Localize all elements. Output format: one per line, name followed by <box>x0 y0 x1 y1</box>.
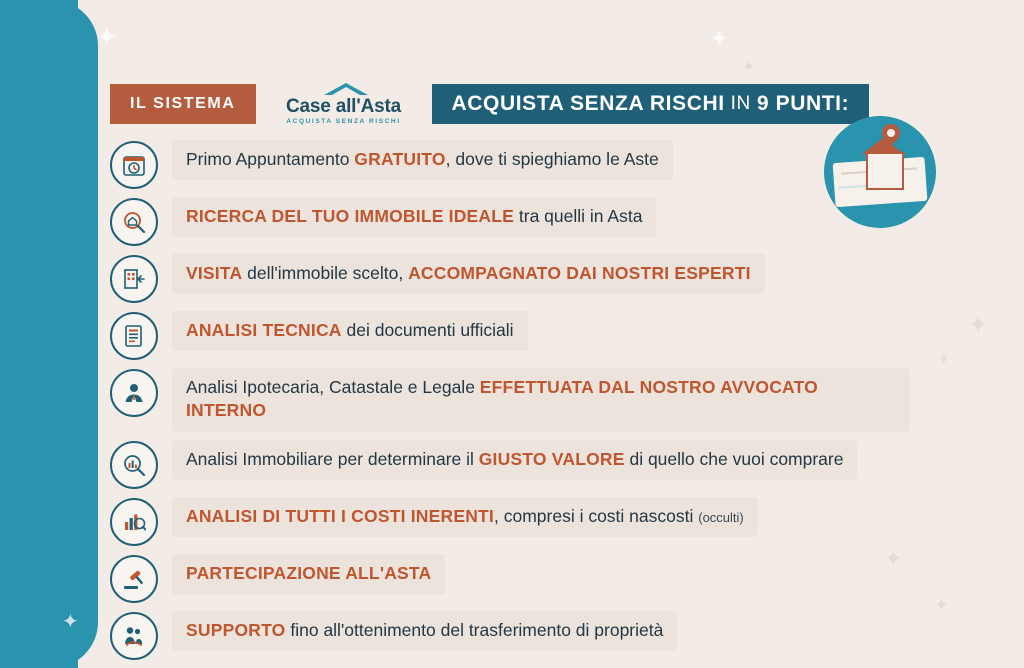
step-text-segment: , dove ti spieghiamo le Aste <box>445 149 659 169</box>
step-text <box>172 368 910 432</box>
step-text-segment: di quello che vuoi comprare <box>624 448 844 469</box>
step-text-segment: ACCOMPAGNATO DAI NOSTRI ESPERTI <box>408 263 751 283</box>
step-text-segment: tra quelli in Asta <box>514 206 643 226</box>
step-text-segment: , compresi i costi nascosti <box>494 505 699 526</box>
support-hands-icon <box>110 612 158 660</box>
brand-name: Case all'Asta <box>286 96 401 117</box>
step-text <box>172 440 857 480</box>
step-text-segment: GIUSTO VALORE <box>478 448 625 469</box>
step-text-segment: RICERCA DEL TUO IMMOBILE IDEALE <box>186 206 515 226</box>
step-row <box>110 140 910 189</box>
step-text-segment: Analisi Immobiliare per determinare il <box>186 448 479 469</box>
sparkle-icon: ✦ <box>938 351 950 367</box>
step-row <box>110 554 910 603</box>
step-text <box>172 197 656 237</box>
step-text-segment: Primo Appuntamento <box>186 149 355 169</box>
brand-tagline: ACQUISTA SENZA RISCHI <box>286 118 401 125</box>
sparkle-icon: ✦ <box>884 546 903 571</box>
step-row <box>110 440 910 489</box>
step-row <box>110 497 910 546</box>
step-text <box>172 611 677 651</box>
step-row <box>110 197 910 246</box>
step-text-segment: EFFETTUATA DAL NOSTRO AVVOCATO INTERNO <box>186 377 818 421</box>
step-text <box>172 311 528 351</box>
header-label-sistema: IL SISTEMA <box>110 84 256 124</box>
header-title-end: 9 PUNTI: <box>756 92 850 115</box>
document-analysis-icon <box>110 312 158 360</box>
sparkle-icon: ✦ <box>742 59 756 76</box>
lawyer-icon <box>110 369 158 417</box>
step-text-segment: Analisi Ipotecaria, Catastale e Legale <box>186 377 480 397</box>
building-visit-icon <box>110 255 158 303</box>
sparkle-icon: ✦ <box>968 312 989 339</box>
step-row <box>110 611 910 660</box>
sparkle-icon: ✦ <box>934 595 950 615</box>
step-text <box>172 140 673 180</box>
header-title-connector: IN <box>730 93 751 114</box>
costs-chart-icon <box>110 498 158 546</box>
step-text-segment: (occulti) <box>698 509 744 525</box>
step-text <box>172 254 765 294</box>
auction-gavel-icon <box>110 555 158 603</box>
header-title <box>432 84 870 124</box>
step-row <box>110 368 910 432</box>
step-text-segment: ANALISI TECNICA <box>186 320 342 340</box>
step-text-segment: SUPPORTO <box>186 619 286 640</box>
step-text <box>172 554 445 594</box>
step-row <box>110 311 910 360</box>
step-row <box>110 254 910 303</box>
house-roof-icon <box>324 83 364 96</box>
calendar-clock-icon <box>110 141 158 189</box>
header-title-main: ACQUISTA SENZA RISCHI <box>451 92 725 115</box>
sparkle-icon: ✦ <box>710 26 729 51</box>
step-text-segment: fino all'ottenimento del trasferimento di proprietà <box>285 619 664 640</box>
step-text-segment: VISITA <box>186 263 243 283</box>
step-text-segment: ANALISI DI TUTTI I COSTI INERENTI <box>186 505 494 526</box>
step-text <box>172 497 758 537</box>
step-text-segment: dei documenti ufficiali <box>341 320 514 340</box>
steps-list <box>110 140 910 668</box>
step-text-segment: dell'immobile scelto, <box>242 263 409 283</box>
step-text-segment: GRATUITO <box>354 149 446 169</box>
header-bar <box>110 84 869 124</box>
chart-magnifier-icon <box>110 441 158 489</box>
brand-logo <box>256 84 432 124</box>
magnifier-home-icon <box>110 198 158 246</box>
sparkle-icon: ✦ <box>96 22 118 52</box>
step-text-segment: PARTECIPAZIONE ALL'ASTA <box>186 562 432 583</box>
sparkle-icon: ✦ <box>62 611 79 633</box>
left-teal-panel-inner <box>0 0 78 668</box>
